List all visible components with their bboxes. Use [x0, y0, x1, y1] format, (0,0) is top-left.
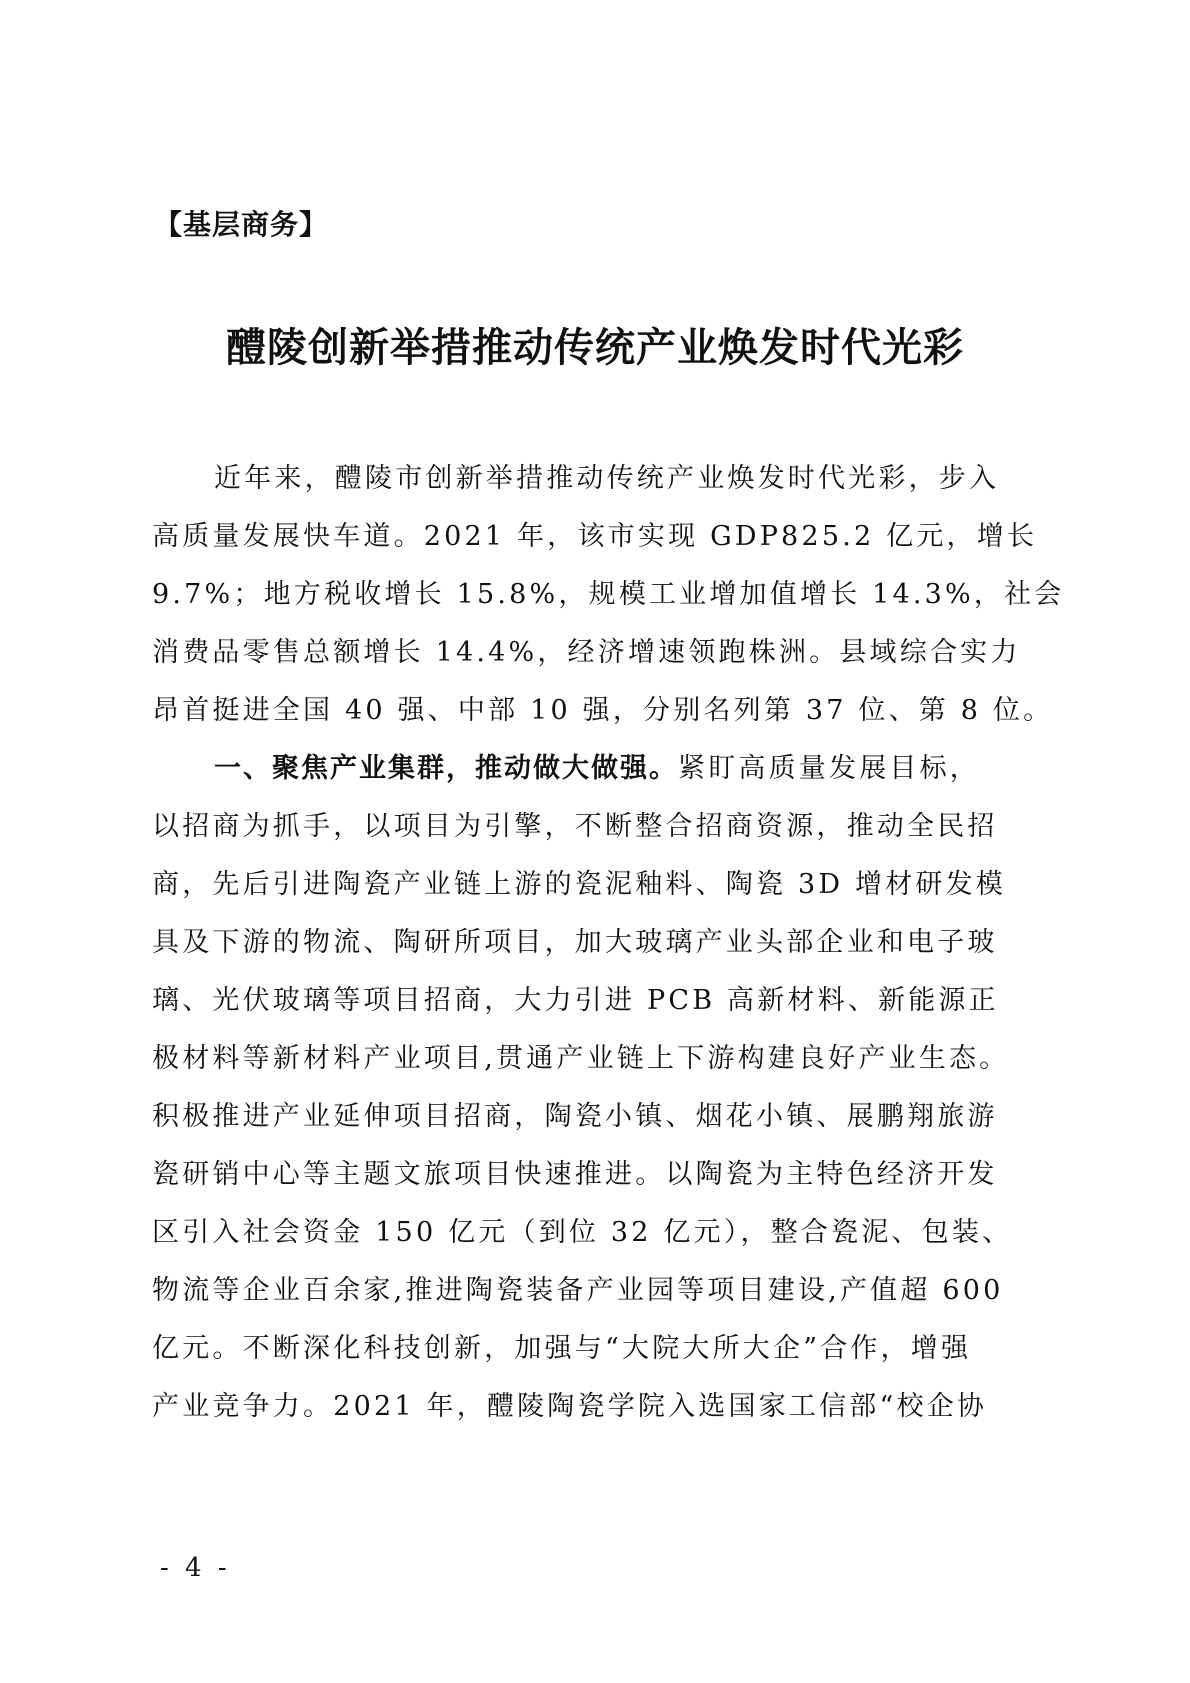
paragraph-1-line: 消费品零售总额增长 14.4%，经济增速领跑株洲。县域综合实力	[152, 637, 1021, 668]
paragraph-2-line: 璃、光伏玻璃等项目招商，大力引进 PCB 高新材料、新能源正	[152, 985, 999, 1016]
section-heading: 一、聚焦产业集群，推动做大做强。	[214, 753, 678, 784]
section-tag: 【基层商务】	[154, 208, 329, 241]
paragraph-2-line: 产业竞争力。2021 年，醴陵陶瓷学院入选国家工信部“校企协	[152, 1391, 988, 1422]
paragraph-2-line: 物流等企业百余家,推进陶瓷装备产业园等项目建设,产值超 600	[152, 1275, 1004, 1306]
paragraph-2-first-line-text: 紧盯高质量发展目标，	[678, 753, 980, 784]
paragraph-2-line: 商，先后引进陶瓷产业链上游的瓷泥釉料、陶瓷 3D 增材研发模	[152, 869, 1006, 900]
paragraph-1-line: 近年来，醴陵市创新举措推动传统产业焕发时代光彩，步入	[214, 463, 1000, 494]
paragraph-2-line: 亿元。不断深化科技创新，加强与“大院大所大企”合作，增强	[152, 1333, 972, 1364]
paragraph-2-line: 区引入社会资金 150 亿元（到位 32 亿元），整合瓷泥、包装、	[152, 1217, 1013, 1248]
paragraph-2-line: 瓷研销中心等主题文旅项目快速推进。以陶瓷为主特色经济开发	[152, 1159, 998, 1190]
paragraph-1-line: 高质量发展快车道。2021 年，该市实现 GDP825.2 亿元，增长	[152, 521, 1038, 552]
paragraph-1-line: 昂首挺进全国 40 强、中部 10 强，分别名列第 37 位、第 8 位。	[152, 695, 1054, 726]
page-number: - 4 -	[160, 1553, 231, 1583]
paragraph-1-line: 9.7%；地方税收增长 15.8%，规模工业增加值增长 14.3%，社会	[152, 579, 1065, 610]
paragraph-2-line: 积极推进产业延伸项目招商，陶瓷小镇、烟花小镇、展鹏翔旅游	[152, 1101, 998, 1132]
paragraph-2-line: 极材料等新材料产业项目,贯通产业链上下游构建良好产业生态。	[152, 1043, 1010, 1074]
paragraph-2-line: 以招商为抓手，以项目为引擎，不断整合招商资源，推动全民招	[152, 811, 998, 842]
article-body	[152, 450, 1065, 1436]
article-title: 醴陵创新举措推动传统产业焕发时代光彩	[226, 324, 964, 371]
paragraph-2-first-line	[152, 740, 1024, 798]
paragraph-2-line: 具及下游的物流、陶研所项目，加大玻璃产业头部企业和电子玻	[152, 927, 998, 958]
